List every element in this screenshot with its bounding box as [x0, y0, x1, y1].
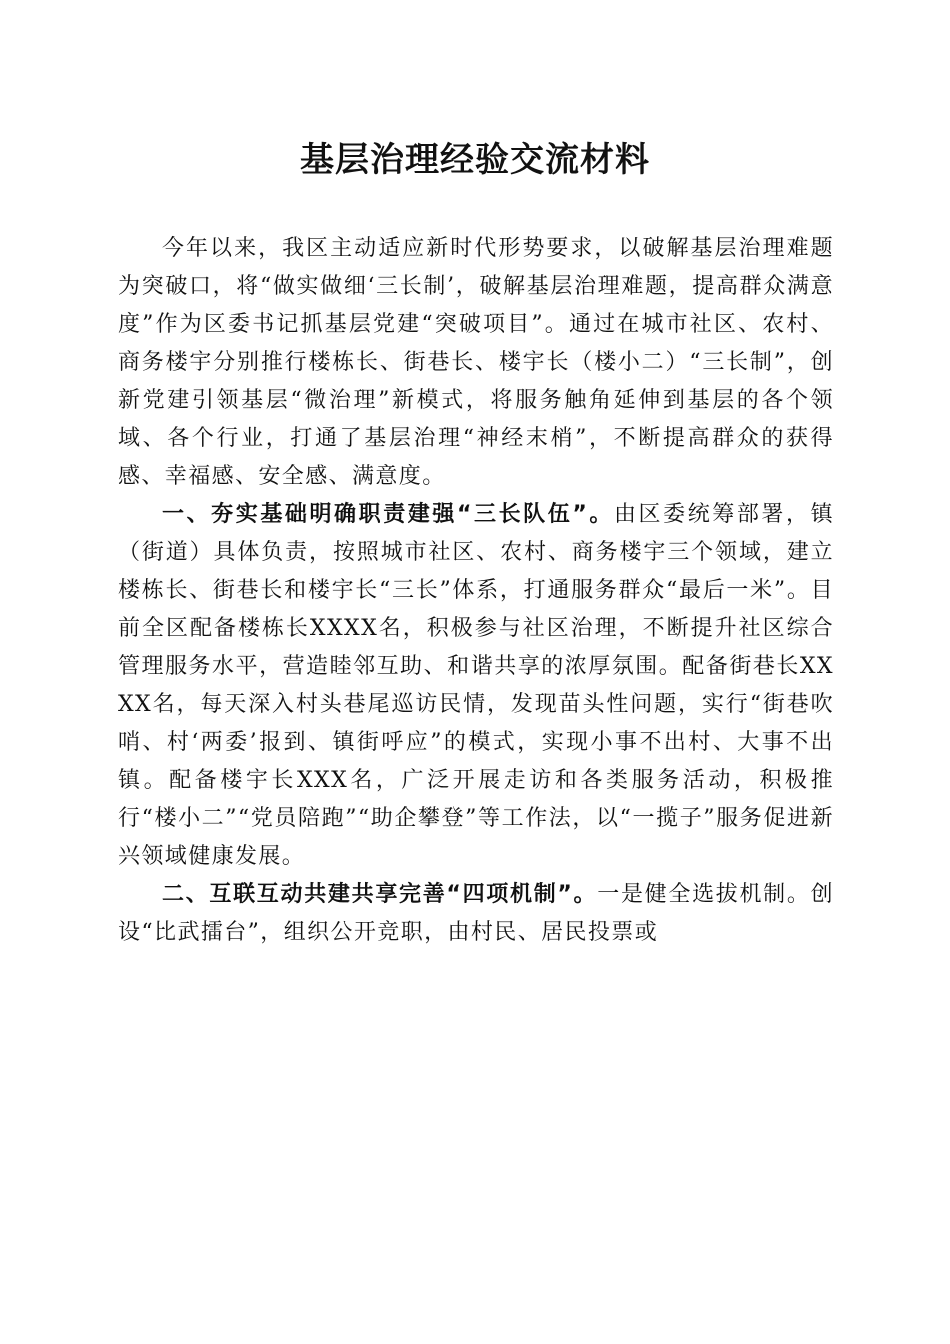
section-text-1: 由区委统筹部署，镇（街道）具体负责，按照城市社区、农村、商务楼宇三个领域，建立楼栋长、街巷长和楼宇长“三长”体系，打通服务群众“最后一米”。目前全区配备楼栋长XXXX名，积极参与社区治理，不断提升社区综合管理服务水平，营造睦邻互助、和谐共享的浓厚氛围。配备街巷长XXXX名，每天深入村头巷尾巡访民情，发现苗头性问题，实行“街巷吹哨、村‘两委’报到、镇街呼应”的模式，实现小事不出村、大事不出镇。配备楼宇长XXX名，广泛开展走访和各类服务活动，积极推行“楼小二”“党员陪跑”“助企攀登”等工作法，以“一揽子”服务促进新兴领域健康发展。 [118, 502, 834, 869]
document-title: 基层治理经验交流材料 [300, 140, 650, 180]
section-paragraph-1 [118, 496, 834, 876]
section-heading-1: 一、夯实基础明确职责建强“三长队伍”。 [162, 502, 614, 527]
document-body [118, 230, 834, 952]
section-paragraph-2 [118, 876, 834, 952]
intro-paragraph: 今年以来，我区主动适应新时代形势要求，以破解基层治理难题为突破口，将“做实做细‘三长制’，破解基层治理难题，提高群众满意度”作为区委书记抓基层党建“突破项目”。通过在城市社区、农村、商务楼宇分别推行楼栋长、街巷长、楼宇长（楼小二）“三长制”，创新党建引领基层“微治理”新模式，将服务触角延伸到基层的各个领域、各个行业，打通了基层治理“神经末梢”，不断提高群众的获得感、幸福感、安全感、满意度。 [118, 236, 834, 489]
section-text-2: 一是健全选拔机制。创设“比武擂台”，组织公开竞职，由村民、居民投票或 [118, 882, 834, 945]
section-heading-2: 二、互联互动共建共享完善“四项机制”。 [162, 882, 598, 907]
